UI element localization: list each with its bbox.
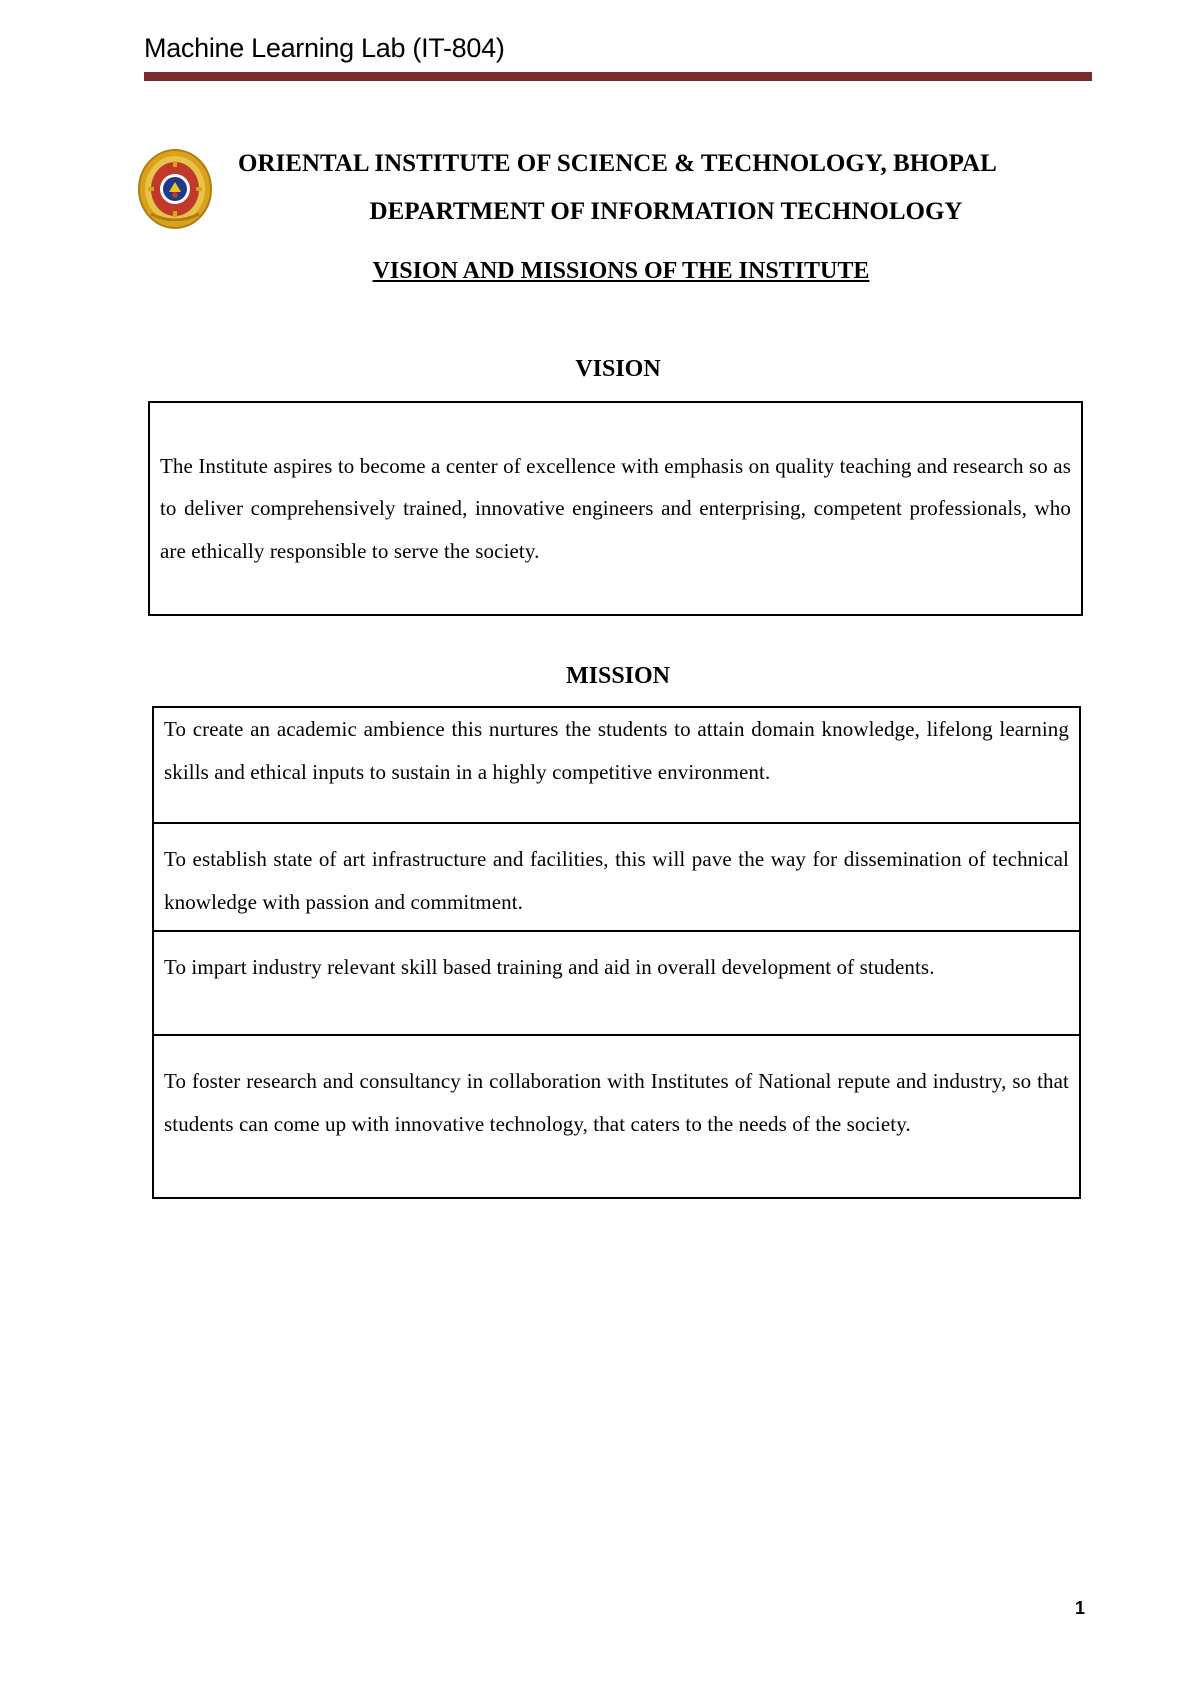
page-number: 1	[1075, 1598, 1086, 1618]
department-name: DEPARTMENT OF INFORMATION TECHNOLOGY	[369, 198, 963, 225]
mission-text: To impart industry relevant skill based training and aid in overall development of students.	[164, 955, 935, 979]
mission-row	[154, 824, 1079, 932]
mission-row	[154, 708, 1079, 824]
institute-name: ORIENTAL INSTITUTE OF SCIENCE & TECHNOLOGY, BHOPAL	[238, 150, 997, 177]
vision-text: The Institute aspires to become a center of excellence with emphasis on quality teaching and research so as to deliver comprehensively trained, innovative engineers and enterprising, competent professionals, who are ethically responsible to serve the society.	[160, 453, 1071, 563]
mission-table	[152, 706, 1081, 1199]
mission-text: To create an academic ambience this nurtures the students to attain domain knowledge, lifelong learning skills and ethical inputs to sustain in a highly competitive environment.	[164, 717, 1069, 784]
mission-text: To foster research and consultancy in collaboration with Institutes of National repute and industry, so that students can come up with innovative technology, that caters to the needs of the society.	[164, 1069, 1069, 1136]
vision-box	[148, 401, 1083, 616]
mission-heading: MISSION	[565, 663, 671, 689]
page-title: VISION AND MISSIONS OF THE INSTITUTE	[372, 258, 870, 284]
page-header-title: Machine Learning Lab (IT-804)	[144, 33, 505, 63]
mission-row	[154, 932, 1079, 1036]
oriental-college-emblem-icon	[137, 148, 213, 230]
vision-heading: VISION	[575, 356, 661, 382]
header-divider	[144, 72, 1092, 81]
mission-text: To establish state of art infrastructure and facilities, this will pave the way for dissemination of technical knowledge with passion and commitment.	[164, 847, 1069, 914]
mission-row	[154, 1036, 1079, 1197]
